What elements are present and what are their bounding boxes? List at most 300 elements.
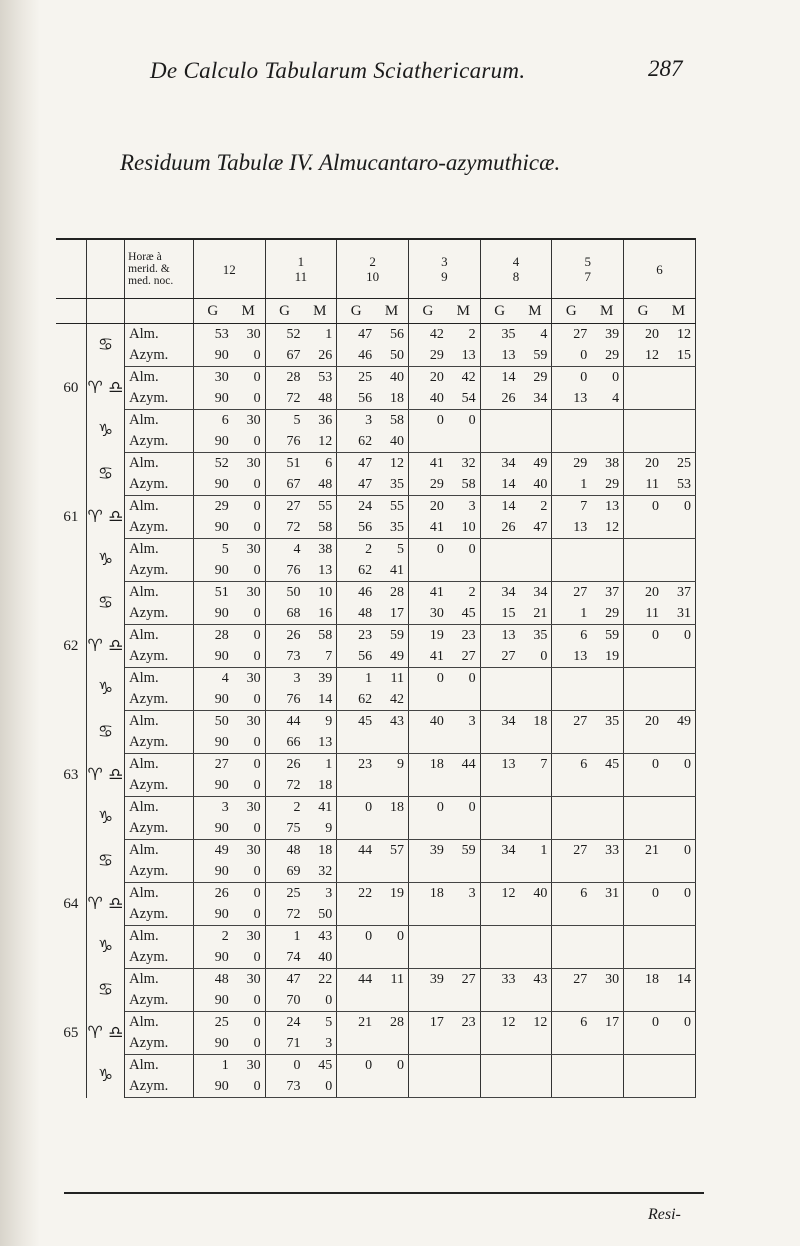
minute-cell: 32 [447, 453, 480, 475]
minute-cell [590, 990, 623, 1012]
zodiac-sign-icon: ♑ [86, 1055, 124, 1098]
minute-cell [447, 431, 480, 453]
degree-cell: 4 [221, 670, 229, 686]
degree-header: G [337, 299, 375, 324]
table-row [56, 990, 696, 1012]
degree-cell: 90 [193, 1033, 231, 1055]
degree-cell: 4 [293, 541, 301, 557]
minute-cell: 2 [519, 496, 552, 518]
minute-cell: 0 [232, 1033, 265, 1055]
degree-cell: 18 [429, 756, 444, 772]
minute-cell [590, 431, 623, 453]
table-row [56, 1055, 696, 1077]
row-label: Azym. [125, 517, 194, 539]
zodiac-sign-icon: ♑ [86, 797, 124, 840]
minute-cell: 54 [447, 388, 480, 410]
degree-cell [552, 797, 590, 819]
minute-cell: 45 [590, 754, 623, 776]
running-head-title: De Calculo Tabularum Sciathericarum. [150, 58, 526, 83]
degree-cell: 90 [193, 775, 231, 797]
zodiac-sign-icon: ♈ ♎ [86, 625, 124, 668]
minute-cell [519, 818, 552, 840]
degree-cell: 29 [573, 455, 588, 471]
minute-cell [662, 1055, 696, 1077]
table-row [56, 496, 696, 518]
degree-cell [480, 539, 518, 561]
minute-cell: 4 [590, 388, 623, 410]
minute-cell: 1 [519, 840, 552, 862]
degree-cell [552, 1033, 590, 1055]
degree-cell [408, 431, 446, 453]
minute-cell [519, 1076, 552, 1098]
minute-cell: 0 [232, 1076, 265, 1098]
minute-cell: 42 [447, 367, 480, 389]
minute-cell [519, 861, 552, 883]
minute-cell [662, 539, 696, 561]
minute-cell [662, 947, 696, 969]
minute-cell [662, 689, 696, 711]
zodiac-sign-icon: ♈ ♎ [86, 1012, 124, 1055]
degree-cell: 41 [429, 455, 444, 471]
minute-cell: 28 [375, 582, 408, 604]
degree-cell: 41 [408, 517, 446, 539]
minute-cell: 9 [375, 754, 408, 776]
degree-cell: 74 [265, 947, 303, 969]
degree-cell [552, 1076, 590, 1098]
minute-cell: 53 [303, 367, 336, 389]
zodiac-sign-icon: ♋ [86, 711, 124, 754]
degree-cell [337, 775, 375, 797]
degree-cell: 70 [265, 990, 303, 1012]
degree-cell: 40 [429, 713, 444, 729]
minute-cell: 29 [590, 345, 623, 367]
minute-header: M [303, 299, 336, 324]
minute-cell [662, 367, 696, 389]
degree-cell [552, 410, 590, 432]
degree-cell [337, 904, 375, 926]
degree-cell [408, 560, 446, 582]
degree-cell [624, 926, 662, 948]
table-row [56, 668, 696, 690]
degree-cell: 1 [221, 1057, 229, 1073]
degree-cell: 20 [644, 584, 659, 600]
hour-bottom: 7 [584, 269, 591, 284]
row-label: Alm. [125, 1055, 194, 1077]
minute-header: M [447, 299, 480, 324]
minute-cell [375, 1076, 408, 1098]
row-label: Azym. [125, 990, 194, 1012]
table-row [56, 582, 696, 604]
minute-cell [662, 560, 696, 582]
minute-cell: 48 [303, 388, 336, 410]
minute-cell: 9 [303, 711, 336, 733]
degree-cell: 34 [501, 455, 516, 471]
degree-cell [480, 990, 518, 1012]
page-number: 287 [648, 56, 683, 81]
degree-cell [552, 818, 590, 840]
minute-header: M [662, 299, 696, 324]
hour-column-header [552, 239, 624, 299]
minute-cell [590, 926, 623, 948]
minute-cell: 0 [303, 990, 336, 1012]
degree-cell [552, 668, 590, 690]
minute-cell: 0 [590, 367, 623, 389]
row-label: Azym. [125, 1033, 194, 1055]
degree-cell: 14 [501, 369, 516, 385]
degree-cell: 90 [193, 646, 231, 668]
degree-cell: 19 [429, 627, 444, 643]
degree-cell [408, 990, 446, 1012]
degree-cell [552, 947, 590, 969]
hour-column-header [624, 239, 696, 299]
hour-column-header [408, 239, 480, 299]
minute-cell [590, 1076, 623, 1098]
degree-cell: 0 [436, 799, 444, 815]
minute-cell: 18 [519, 711, 552, 733]
row-label: Azym. [125, 904, 194, 926]
row-label: Azym. [125, 560, 194, 582]
degree-cell: 71 [265, 1033, 303, 1055]
minute-cell: 30 [232, 582, 265, 604]
degree-cell: 47 [286, 971, 301, 987]
table-row [56, 625, 696, 647]
zodiac-sign-icon: ♋ [86, 840, 124, 883]
row-label: Azym. [125, 1076, 194, 1098]
minute-cell: 41 [375, 560, 408, 582]
degree-cell [408, 861, 446, 883]
minute-cell [447, 732, 480, 754]
degree-cell: 25 [286, 885, 301, 901]
zodiac-sign-icon: ♑ [86, 926, 124, 969]
degree-header: G [265, 299, 303, 324]
row-label: Azym. [125, 818, 194, 840]
minute-cell [590, 410, 623, 432]
minute-cell: 30 [232, 668, 265, 690]
minute-cell: 37 [662, 582, 696, 604]
minute-cell: 0 [232, 818, 265, 840]
minute-cell: 0 [662, 625, 696, 647]
row-label: Azym. [125, 689, 194, 711]
degree-cell: 0 [651, 1014, 659, 1030]
minute-cell: 10 [447, 517, 480, 539]
table-row [56, 969, 696, 991]
minute-cell [662, 990, 696, 1012]
degree-cell: 50 [286, 584, 301, 600]
minute-cell: 45 [303, 1055, 336, 1077]
minute-cell: 17 [590, 1012, 623, 1034]
degree-cell: 24 [358, 498, 373, 514]
degree-cell: 72 [265, 388, 303, 410]
degree-header: G [552, 299, 590, 324]
degree-cell [480, 1076, 518, 1098]
minute-cell: 0 [447, 797, 480, 819]
degree-cell: 34 [501, 584, 516, 600]
degree-cell: 90 [193, 904, 231, 926]
minute-cell [662, 904, 696, 926]
minute-cell [519, 990, 552, 1012]
degree-cell: 66 [265, 732, 303, 754]
hour-top: 2 [369, 254, 376, 269]
degree-cell: 3 [293, 670, 301, 686]
minute-cell: 4 [519, 324, 552, 346]
minute-cell: 0 [232, 496, 265, 518]
degree-cell: 90 [193, 818, 231, 840]
minute-cell: 37 [590, 582, 623, 604]
minute-cell: 22 [303, 969, 336, 991]
degree-cell: 14 [480, 474, 518, 496]
zodiac-sign-icon: ♈ ♎ [86, 496, 124, 539]
degree-cell: 39 [429, 842, 444, 858]
degree-cell: 25 [358, 369, 373, 385]
minute-cell: 13 [303, 560, 336, 582]
minute-cell: 3 [303, 1033, 336, 1055]
degree-cell [624, 797, 662, 819]
degree-cell: 21 [644, 842, 659, 858]
degree-cell: 2 [221, 928, 229, 944]
minute-cell [590, 818, 623, 840]
degree-cell [480, 732, 518, 754]
minute-cell [447, 904, 480, 926]
degree-cell: 6 [580, 885, 588, 901]
hour-top: 1 [297, 254, 305, 269]
minute-cell: 19 [375, 883, 408, 905]
hour-bottom: 9 [441, 269, 448, 284]
minute-cell: 18 [303, 775, 336, 797]
minute-cell: 14 [303, 689, 336, 711]
table-row [56, 539, 696, 561]
degree-cell: 46 [337, 345, 375, 367]
degree-cell: 20 [644, 326, 659, 342]
row-label: Azym. [125, 431, 194, 453]
degree-cell: 1 [293, 928, 301, 944]
minute-cell: 0 [232, 603, 265, 625]
hour-top: 6 [656, 261, 663, 277]
minute-cell: 32 [303, 861, 336, 883]
zodiac-sign-icon: ♋ [86, 324, 124, 367]
table-row [56, 453, 696, 475]
minute-cell [662, 818, 696, 840]
degree-cell: 51 [286, 455, 301, 471]
degree-cell: 72 [265, 517, 303, 539]
minute-cell [447, 560, 480, 582]
minute-cell: 0 [662, 883, 696, 905]
degree-cell: 0 [580, 369, 588, 385]
minute-cell: 39 [590, 324, 623, 346]
table-row [56, 689, 696, 711]
degree-cell: 28 [286, 369, 301, 385]
row-label: Alm. [125, 410, 194, 432]
minute-cell [375, 990, 408, 1012]
minute-cell: 30 [232, 539, 265, 561]
minute-cell: 25 [662, 453, 696, 475]
degree-cell: 13 [552, 388, 590, 410]
degree-cell: 0 [651, 627, 659, 643]
degree-cell: 18 [429, 885, 444, 901]
row-label: Alm. [125, 797, 194, 819]
degree-cell: 40 [408, 388, 446, 410]
degree-cell: 6 [580, 1014, 588, 1030]
degree-cell: 27 [286, 498, 301, 514]
degree-cell: 67 [265, 345, 303, 367]
degree-cell: 0 [436, 541, 444, 557]
table-row [56, 883, 696, 905]
table-row [56, 1033, 696, 1055]
minute-cell [375, 904, 408, 926]
minute-cell [590, 1055, 623, 1077]
minute-cell: 58 [303, 625, 336, 647]
minute-cell: 43 [375, 711, 408, 733]
degree-cell: 12 [501, 885, 516, 901]
latitude-cell: 61 [56, 453, 86, 582]
minute-header: M [590, 299, 623, 324]
minute-cell: 55 [303, 496, 336, 518]
minute-cell: 23 [447, 1012, 480, 1034]
degree-cell: 0 [651, 885, 659, 901]
minute-cell [519, 410, 552, 432]
table-row [56, 861, 696, 883]
degree-cell: 72 [265, 904, 303, 926]
minute-cell: 58 [303, 517, 336, 539]
degree-cell: 0 [436, 412, 444, 428]
minute-cell [590, 689, 623, 711]
degree-cell [624, 367, 662, 389]
minute-cell: 7 [519, 754, 552, 776]
minute-cell: 41 [303, 797, 336, 819]
minute-cell: 13 [447, 345, 480, 367]
hour-header-row [56, 239, 696, 299]
hour-top: 4 [512, 254, 520, 269]
row-label: Alm. [125, 625, 194, 647]
minute-cell: 53 [662, 474, 696, 496]
zodiac-sign-icon: ♑ [86, 668, 124, 711]
minute-cell [519, 668, 552, 690]
degree-cell [408, 1076, 446, 1098]
degree-cell [624, 431, 662, 453]
minute-cell: 30 [232, 926, 265, 948]
row-label: Alm. [125, 539, 194, 561]
degree-cell [552, 926, 590, 948]
table-row [56, 560, 696, 582]
minute-cell [519, 926, 552, 948]
degree-cell: 2 [365, 541, 373, 557]
degree-cell [480, 797, 518, 819]
table-row [56, 711, 696, 733]
degree-cell: 48 [337, 603, 375, 625]
minute-cell: 49 [519, 453, 552, 475]
degree-cell: 26 [286, 627, 301, 643]
degree-cell: 46 [358, 584, 373, 600]
minute-cell [519, 797, 552, 819]
page-gutter [0, 0, 40, 1246]
minute-cell [519, 947, 552, 969]
minute-cell: 35 [375, 474, 408, 496]
degree-cell: 26 [286, 756, 301, 772]
zodiac-sign-icon: ♈ ♎ [86, 754, 124, 797]
degree-cell: 90 [193, 861, 231, 883]
degree-header: G [408, 299, 446, 324]
degree-cell: 56 [337, 646, 375, 668]
minute-cell: 12 [590, 517, 623, 539]
row-label: Azym. [125, 388, 194, 410]
minute-cell [519, 775, 552, 797]
minute-cell [662, 646, 696, 668]
minute-cell: 0 [232, 367, 265, 389]
degree-cell [408, 775, 446, 797]
minute-cell [447, 1055, 480, 1077]
minute-cell [590, 1033, 623, 1055]
catchword: Resi- [648, 1206, 681, 1223]
degree-cell [337, 947, 375, 969]
degree-cell [337, 1033, 375, 1055]
minute-cell: 40 [375, 431, 408, 453]
minute-cell [662, 797, 696, 819]
degree-cell: 67 [265, 474, 303, 496]
minute-cell: 33 [590, 840, 623, 862]
degree-cell: 33 [501, 971, 516, 987]
minute-cell [662, 388, 696, 410]
degree-cell: 30 [408, 603, 446, 625]
degree-cell [480, 947, 518, 969]
latitude-cell: 63 [56, 711, 86, 840]
minute-cell [447, 1076, 480, 1098]
minute-cell: 7 [303, 646, 336, 668]
minute-cell: 31 [590, 883, 623, 905]
degree-cell: 6 [580, 627, 588, 643]
minute-cell: 56 [375, 324, 408, 346]
minute-cell: 3 [447, 883, 480, 905]
degree-cell: 27 [573, 584, 588, 600]
degree-cell: 76 [265, 560, 303, 582]
table-row [56, 797, 696, 819]
degree-cell [408, 947, 446, 969]
degree-cell: 90 [193, 388, 231, 410]
degree-cell [624, 1076, 662, 1098]
minute-cell: 0 [232, 732, 265, 754]
degree-cell [408, 818, 446, 840]
table-row [56, 840, 696, 862]
degree-cell: 20 [429, 369, 444, 385]
row-label: Alm. [125, 367, 194, 389]
minute-cell: 48 [303, 474, 336, 496]
degree-cell: 52 [214, 455, 229, 471]
degree-cell [408, 732, 446, 754]
degree-cell [480, 431, 518, 453]
degree-cell: 73 [265, 1076, 303, 1098]
degree-cell [480, 818, 518, 840]
minute-cell: 30 [232, 324, 265, 346]
degree-cell: 20 [644, 713, 659, 729]
degree-cell: 90 [193, 431, 231, 453]
degree-cell: 27 [573, 713, 588, 729]
row-label: Alm. [125, 582, 194, 604]
degree-minute-header-row [56, 299, 696, 324]
degree-cell [552, 560, 590, 582]
minute-cell: 9 [303, 818, 336, 840]
degree-cell: 13 [501, 756, 516, 772]
minute-cell [375, 775, 408, 797]
minute-cell: 30 [232, 840, 265, 862]
minute-cell: 55 [375, 496, 408, 518]
degree-cell: 27 [573, 842, 588, 858]
minute-cell: 0 [232, 625, 265, 647]
degree-cell [408, 904, 446, 926]
degree-cell: 13 [501, 627, 516, 643]
degree-cell: 3 [221, 799, 229, 815]
degree-cell [624, 410, 662, 432]
degree-header: G [193, 299, 231, 324]
latitude-cell: 65 [56, 969, 86, 1098]
minute-cell: 0 [519, 646, 552, 668]
